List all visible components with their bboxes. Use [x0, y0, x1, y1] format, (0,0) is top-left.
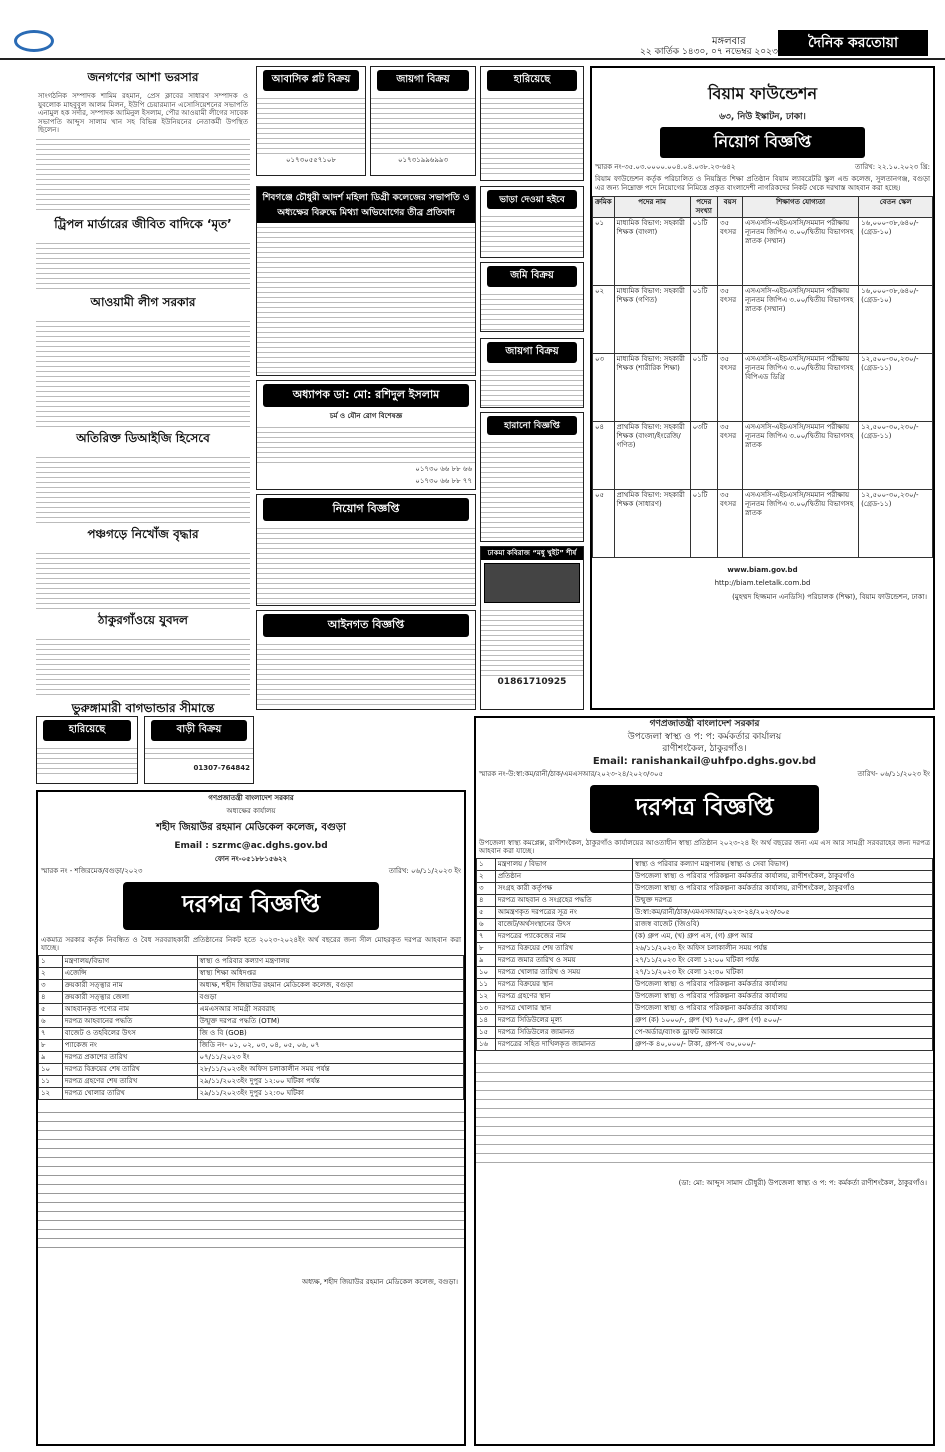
- table-row: [39, 1075, 464, 1087]
- table-cell: ৫: [39, 1003, 63, 1015]
- table-row: [477, 930, 933, 942]
- table-cell: দরপত্র গ্রহণের স্থান: [495, 990, 632, 1002]
- date-label: ২২ কার্তিক ১৪৩০, ০৭ নভেম্বর ২০২৩: [640, 47, 778, 57]
- table-row: [39, 967, 464, 979]
- table-cell: মাধ্যমিক বিভাগ: সহকারী শিক্ষক (শারীরিক শিক্ষা): [614, 354, 690, 422]
- table-row: [477, 954, 933, 966]
- ad-text: [145, 744, 253, 762]
- ad-text: [481, 438, 583, 538]
- table-row: [39, 1051, 464, 1063]
- biam-url: www.biam.gov.bd: [727, 566, 798, 574]
- ad-title: নিয়োগ বিজ্ঞপ্তি: [263, 498, 469, 521]
- table-cell: ০১: [593, 218, 615, 286]
- table-cell: স্বাস্থ্য ও পরিবার কল্যাণ মন্ত্রণালয়: [197, 955, 463, 967]
- ad-land-sale-3: [480, 338, 584, 408]
- table-cell: ২৯/১১/২০২৩ইং দুপুর ১২:০০ ঘটিকা পর্যন্ত: [197, 1075, 463, 1087]
- table-cell: দরপত্রের প্যাকেজের নাম: [495, 930, 632, 942]
- table-cell: দরপত্র সিডিউলের মূল্য: [495, 1014, 632, 1026]
- table-cell: ০২: [593, 286, 615, 354]
- table-cell: ৬: [477, 918, 496, 930]
- table-row: [39, 955, 464, 967]
- biam-table-header: [593, 197, 933, 218]
- table-cell: ১২: [39, 1087, 63, 1099]
- table-cell: ০১টি: [690, 286, 717, 354]
- table-cell: দরপত্র খোলার তারিখ: [62, 1087, 197, 1099]
- table-cell: ১২: [477, 990, 496, 1002]
- biam-col-5: বেতন স্কেল: [859, 197, 933, 218]
- biam-col-0: ক্রমিক: [593, 197, 615, 218]
- news-text-5: [36, 549, 250, 609]
- table-cell: দরপত্রের সহিত দাখিলকৃত জামানত: [495, 1038, 632, 1050]
- table-cell: এসএসসি-এইচএসসি/সমমান পরীক্ষায় ন্যূনতম জিপিএ ৩.০০/দ্বিতীয় বিভাগসহ স্নাতক: [743, 422, 859, 490]
- table-cell: ৩: [477, 882, 496, 894]
- uhfpo-memo-row: [476, 768, 933, 781]
- table-row: [39, 1039, 464, 1051]
- table-cell: ০১টি: [690, 218, 717, 286]
- table-row: [39, 1063, 464, 1075]
- table-cell: ১০: [39, 1063, 63, 1075]
- szrmc-name: শহীদ জিয়াউর রহমান মেডিকেল কলেজ, বগুড়া: [156, 822, 346, 833]
- ad-phone: ০১৭৩১৯৯৬৯৯৩: [397, 156, 448, 164]
- doctor-name: অধ্যাপক ডা: মো: রশিদুল ইসলাম: [263, 384, 469, 407]
- table-cell: গ্রুপ-ক ৪০,০০০/- টাকা, গ্রুপ-খ ৩০,০০০/-: [632, 1038, 932, 1050]
- table-cell: ১: [39, 955, 63, 967]
- ad-text: [257, 423, 475, 463]
- ad-title: শিবগঞ্জে চৌধুরী আদর্শ মহিলা ডিগ্রী কলেজের সভাপতি ও অধ্যক্ষের বিরুদ্ধে মিথ্যা অভিযোগের তীব্র প্রতিবাদ: [257, 187, 475, 223]
- ad-protest: [256, 186, 476, 376]
- news-heading-4: অতিরিক্ত ডিআইজি হিসেবে: [76, 430, 210, 445]
- ad-text: [481, 366, 583, 406]
- biam-col-3: বয়স: [718, 197, 743, 218]
- table-cell: ৬: [39, 1015, 63, 1027]
- table-cell: ৩: [39, 979, 63, 991]
- day-label: মঙ্গলবার: [712, 36, 746, 47]
- table-cell: জিডি নং- ০১, ০২, ০৩, ০৪, ০৫, ০৬, ০৭: [197, 1039, 463, 1051]
- table-cell: ০৩টি: [690, 422, 717, 490]
- ad-plot-sale: [256, 66, 366, 176]
- table-cell: দরপত্র খোলার স্থান: [495, 1002, 632, 1014]
- table-cell: দরপত্র জমার তারিখ ও সময়: [495, 954, 632, 966]
- table-cell: দরপত্র বিক্রয়ের স্থান: [495, 978, 632, 990]
- news-text-1: [36, 135, 250, 213]
- table-cell: ০৭/১১/২০২৩ ইং: [197, 1051, 463, 1063]
- biam-notice: [590, 66, 935, 710]
- table-cell: দরপত্র সিডিউলের জামানত: [495, 1026, 632, 1038]
- ad-text: [481, 290, 583, 330]
- table-cell: বাজেট ও তহবিলের উৎস: [62, 1027, 197, 1039]
- table-cell: প্যাকেজ নং: [62, 1039, 197, 1051]
- table-cell: উপজেলা স্বাস্থ্য ও পরিবার পরিকল্পনা কর্মকর্তার কার্যালয়: [632, 978, 932, 990]
- biam-address: ৬৩, নিউ ইস্কাটন, ঢাকা।: [719, 112, 806, 122]
- table-cell: ০৩: [593, 354, 615, 422]
- table-cell: এসএসসি-এইচএসসি/সমমান পরীক্ষায় ন্যূনতম জিপিএ ৩.০০/দ্বিতীয় বিভাগসহ স্নাতক (সম্মান): [743, 218, 859, 286]
- table-row: [593, 490, 933, 558]
- news-heading-5: পঞ্চগড়ে নিখোঁজ বৃদ্ধার: [87, 526, 199, 541]
- table-cell: ৩৫ বৎসর: [718, 218, 743, 286]
- szrmc-memo: স্মারক নং - শজিরমেক/বগুড়া/২০২৩: [41, 867, 143, 875]
- ad-title: হারিয়েছে: [43, 720, 131, 741]
- table-row: [593, 422, 933, 490]
- table-cell: ২৮/১১/২০২৩ইং অফিস চলাকালীন সময় পর্যন্ত: [197, 1063, 463, 1075]
- news-column: [36, 66, 250, 716]
- table-cell: উপজেলা স্বাস্থ্য ও পরিবার পরিকল্পনা কর্মকর্তার কার্যালয়: [632, 1002, 932, 1014]
- table-row: [39, 1027, 464, 1039]
- table-row: [593, 354, 933, 422]
- szrmc-signature: অধ্যক্ষ, শহীদ জিয়াউর রহমান মেডিকেল কলেজ, বগুড়া।: [302, 1277, 458, 1286]
- table-cell: ১৪: [477, 1014, 496, 1026]
- table-cell: উপজেলা স্বাস্থ্য ও পরিবার পরিকল্পনা কর্মকর্তার কার্যালয়: [632, 990, 932, 1002]
- table-cell: মাধ্যমিক বিভাগ: সহকারী শিক্ষক (গণিত): [614, 286, 690, 354]
- szrmc-office: অধ্যক্ষের কার্যালয়: [226, 806, 276, 815]
- doctor-phone: ০১৭৩০ ৬৬ ৮৮ ৬৬: [415, 464, 472, 473]
- table-cell: ১০: [477, 966, 496, 978]
- szrmc-table: [38, 955, 464, 1100]
- table-cell: ক্রয়কারী সত্ত্বার নাম: [62, 979, 197, 991]
- biam-intro: বিয়াম ফাউন্ডেশন কর্তৃক পরিচালিত ও নিয়ন্ত্রিত শিক্ষা প্রতিষ্ঠান বিয়াম ল্যাবরেটরি স্কুল এন্ড কলেজ, সুলতানগঞ্জ, বগুড়া এর জন্য নিম্নোক্ত পদে নিয়োগের নিমিত্তে প্রকৃত বাংলাদেশী নাগরিকদের নিকট থেকে দরখাস্ত আহবান করা হচ্ছে।: [595, 175, 930, 192]
- table-row: [477, 918, 933, 930]
- table-cell: ১৬: [477, 1038, 496, 1050]
- ad-title: আবাসিক প্লট বিক্রয়: [263, 70, 359, 91]
- table-cell: দরপত্র আহবান ও সংগ্রহের পদ্ধতি: [495, 894, 632, 906]
- table-cell: দরপত্র গ্রহণের শেষ তারিখ: [62, 1075, 197, 1087]
- ad-title: জমি বিক্রয়: [487, 266, 577, 287]
- ad-land-sale: [370, 66, 476, 176]
- uhfpo-tender: [474, 716, 935, 1446]
- ad-photo-icon: [484, 563, 580, 603]
- ad-title: ভাড়া দেওয়া হইবে: [487, 190, 577, 209]
- szrmc-tender: [36, 790, 466, 1446]
- ad-phone: 01861710925: [497, 676, 567, 687]
- table-cell: ১: [477, 858, 496, 870]
- ad-text: [257, 524, 475, 604]
- news-heading-3: আওয়ামী লীগ সরকার: [90, 294, 196, 309]
- table-cell: ২৭/১১/২০২৩ ইং বেলা ১২:৩০ ঘটিকা: [632, 966, 932, 978]
- table-cell: ০১টি: [690, 354, 717, 422]
- table-row: [477, 894, 933, 906]
- table-cell: বগুড়া: [197, 991, 463, 1003]
- ad-title: জায়গা বিক্রয়: [487, 342, 577, 363]
- biam-col-4: শিক্ষাগত যোগ্যতা: [743, 197, 859, 218]
- table-cell: ১১: [39, 1075, 63, 1087]
- biam-url-2: http://biam.teletalk.com.bd: [714, 578, 811, 587]
- table-cell: ১৩: [477, 1002, 496, 1014]
- table-cell: ১৬,০০০-৩৮,৬৪০/- (গ্রেড-১০): [859, 218, 933, 286]
- table-cell: মাধ্যমিক বিভাগ: সহকারী শিক্ষক (বাংলা): [614, 218, 690, 286]
- table-row: [593, 218, 933, 286]
- table-cell: আহবানকৃত পণ্যের নাম: [62, 1003, 197, 1015]
- table-cell: জি ও বি (GOB): [197, 1027, 463, 1039]
- szrmc-date: তারিখ: ০৬/১১/২০২৩ ইং: [388, 867, 461, 875]
- szrmc-item-table: [38, 1104, 464, 1254]
- table-row: [477, 990, 933, 1002]
- ad-lost-notice: [480, 412, 584, 542]
- biam-date: তারিখ: ২২.১০.২০২৩ খ্রি:: [855, 162, 930, 171]
- table-cell: পে-অর্ডার/ব্যাংক ড্রাফট আকারে: [632, 1026, 932, 1038]
- table-cell: ৩৫ বৎসর: [718, 422, 743, 490]
- table-cell: আমন্ত্রণকৃত দরপত্রের সূত্র নং: [495, 906, 632, 918]
- biam-table: [592, 196, 933, 558]
- table-cell: এমএসআর সামগ্রী সরবরাহ: [197, 1003, 463, 1015]
- table-cell: ৩৫ বৎসর: [718, 286, 743, 354]
- table-cell: স্বাস্থ্য শিক্ষা অধিদপ্তর: [197, 967, 463, 979]
- table-cell: স্বাস্থ্য ও পরিবার কল্যাণ মন্ত্রণালয় (স্বাস্থ্য ও সেবা বিভাগ): [632, 858, 932, 870]
- doctor-specialty: চর্ম ও যৌন রোগ বিশেষজ্ঞ: [329, 412, 403, 420]
- news-heading-6: ঠাকুরগাঁওয়ে যুবদল: [98, 612, 188, 627]
- table-cell: ০১টি: [690, 490, 717, 558]
- table-row: [39, 1015, 464, 1027]
- ad-text: [257, 640, 475, 710]
- biam-memo: স্মারক নং-৩৫.০৩.০০০০.০০৪.০৪.০৩৮.২৩-৬৪২: [595, 162, 736, 171]
- uhfpo-signature: (ডা: মো: আব্দুস সামাদ চৌধুরী) উপজেলা স্বাস্থ্য ও প: প: কর্মকর্তা রাণীশংকৈল, ঠাকুরগাঁও।: [678, 1178, 927, 1187]
- table-cell: ৭: [477, 930, 496, 942]
- table-cell: উন্মুক্ত দরপত্র পদ্ধতি (OTM): [197, 1015, 463, 1027]
- ad-title: আইনগত বিজ্ঞপ্তি: [263, 614, 469, 637]
- szrmc-memo-row: [38, 865, 464, 878]
- table-cell: ১১: [477, 978, 496, 990]
- ad-title: জায়গা বিক্রয়: [377, 70, 469, 91]
- biam-title: বিয়াম ফাউন্ডেশন: [707, 84, 818, 103]
- table-cell: ০৫: [593, 490, 615, 558]
- ad-text: [257, 94, 365, 154]
- table-cell: এসএসসি-এইচএসসি/সমমান পরীক্ষায় ন্যূনতম জিপিএ ৩.০০/দ্বিতীয় বিভাগসহ বিপিএড ডিগ্রি: [743, 354, 859, 422]
- szrmc-email: Email : szrmc@ac.dghs.gov.bd: [174, 841, 328, 851]
- table-cell: গ্রুপ (ক) ১০০০/-, গ্রুপ (খ) ৭৫০/-, গ্রুপ (গ) ৫০০/-: [632, 1014, 932, 1026]
- table-cell: প্রাথমিক বিভাগ: সহকারী শিক্ষক (বাংলা/ইংরেজি/গণিত): [614, 422, 690, 490]
- news-text-6: [36, 635, 250, 697]
- table-cell: প্রতিষ্ঠান: [495, 870, 632, 882]
- table-row: [477, 942, 933, 954]
- table-cell: দরপত্র বিক্রয়ের শেষ তারিখ: [495, 942, 632, 954]
- table-row: [39, 1087, 464, 1099]
- ad-title: ঢাকমা কবিরাজ “মধু খুইট” শীর্ষ: [481, 547, 583, 560]
- table-cell: (ক) গ্রুপ এম, (খ) গ্রুপ এস, (গ) গ্রুপ আর: [632, 930, 932, 942]
- news-heading-1: জনগণের আশা ভরসার: [87, 70, 199, 84]
- ad-house-sale: [144, 716, 254, 784]
- table-cell: ২: [477, 870, 496, 882]
- table-cell: এজেন্সি: [62, 967, 197, 979]
- table-row: [39, 1003, 464, 1015]
- ad-text: [481, 212, 583, 252]
- biam-signature: (মুহম্মদ হিজ্জমান এনডিসি) পরিচালক (শিক্ষা), বিয়াম ফাউন্ডেশন, ঢাকা।: [732, 593, 927, 601]
- table-cell: ২: [39, 967, 63, 979]
- table-cell: ৮: [477, 942, 496, 954]
- paper-name: দৈনিক করতোয়া: [778, 30, 928, 56]
- szrmc-gov: গণপ্রজাতন্ত্রী বাংলাদেশ সরকার: [208, 794, 294, 802]
- news-text-2: [36, 239, 250, 291]
- ad-doctor: [256, 380, 476, 490]
- table-row: [39, 979, 464, 991]
- table-row: [477, 870, 933, 882]
- uhfpo-place: রাণীশংকৈল, ঠাকুরগাঁও।: [662, 744, 747, 754]
- table-cell: ৯: [477, 954, 496, 966]
- table-cell: এসএসসি-এইচএসসি/সমমান পরীক্ষায় ন্যূনতম জিপিএ ৩.০০/দ্বিতীয় বিভাগসহ স্নাতক (সম্মান): [743, 286, 859, 354]
- table-cell: দরপত্র বিক্রয়ের শেষ তারিখ: [62, 1063, 197, 1075]
- table-cell: ৪: [39, 991, 63, 1003]
- ad-text: [481, 606, 583, 676]
- uhfpo-gov: গণপ্রজাতন্ত্রী বাংলাদেশ সরকার: [649, 719, 760, 729]
- table-row: [477, 1002, 933, 1014]
- table-row: [477, 906, 933, 918]
- ad-text: [481, 94, 583, 174]
- table-cell: রাজস্ব বাজেট (জিওবি): [632, 918, 932, 930]
- table-cell: ১২,৫০০-৩০,২৩০/- (গ্রেড-১১): [859, 490, 933, 558]
- table-cell: ১২,৫০০-৩০,২৩০/- (গ্রেড-১১): [859, 354, 933, 422]
- table-cell: ৫: [477, 906, 496, 918]
- news-text-4: [36, 453, 250, 523]
- ad-land-sale-2: [480, 262, 584, 332]
- table-cell: বাজেট/অর্থসংস্থানের উৎস: [495, 918, 632, 930]
- table-cell: দরপত্র প্রকাশের তারিখ: [62, 1051, 197, 1063]
- masthead: [0, 0, 945, 60]
- table-cell: সংগ্রহ কারী কর্তৃপক্ষ: [495, 882, 632, 894]
- table-row: [477, 1038, 933, 1050]
- ad-rent: [480, 186, 584, 258]
- table-cell: উন্মুক্ত দরপত্র: [632, 894, 932, 906]
- table-row: [477, 978, 933, 990]
- table-cell: মন্ত্রণালয়/বিভাগ: [62, 955, 197, 967]
- ad-text: [371, 94, 475, 154]
- news-heading-2: ট্রিপল মার্ডারের জীবিত বাদিকে ‘মৃত’: [54, 216, 232, 231]
- szrmc-intro: একমাত্র সরকার কর্তৃক নিবন্ধিত ও বৈধ সরবরাহকারী প্রতিষ্ঠানের নিকট হতে ২০২৩-২০২৪ইং অর্থ বছরের জন্য সীল মোহরকৃত দরপত্র আহবান করা যাচ্ছে।: [41, 935, 461, 952]
- ad-phone: ০১৭৩০৫৫৭১০৮: [285, 156, 337, 164]
- table-cell: ৮: [39, 1039, 63, 1051]
- ad-title: বাড়ী বিক্রয়: [151, 720, 247, 741]
- ad-legal: [256, 610, 476, 710]
- table-cell: ১৫: [477, 1026, 496, 1038]
- ad-title: হারিয়েছে: [487, 70, 577, 91]
- table-cell: দরপত্র আহবানের পদ্ধতি: [62, 1015, 197, 1027]
- ad-text: [257, 223, 475, 373]
- uhfpo-email: Email: ranishankail@uhfpo.dghs.gov.bd: [592, 755, 817, 767]
- table-cell: অধ্যক্ষ, শহীদ জিয়াউর রহমান মেডিকেল কলেজ, বগুড়া: [197, 979, 463, 991]
- table-cell: ২৯/১১/২০২৩ইং দুপুর ১২:৩০ ঘটিকা: [197, 1087, 463, 1099]
- table-cell: ২৭/১১/২০২৩ ইং বেলা ১২:০০ ঘটিকা পর্যন্ত: [632, 954, 932, 966]
- uhfpo-date: তারিখ- ০৬/১১/২০২৩ ইং: [857, 770, 930, 778]
- table-row: [477, 966, 933, 978]
- uhfpo-notes: [476, 1055, 933, 1165]
- szrmc-phone: ফোন নং-০৫১৮৮১৫৬২২: [214, 854, 288, 863]
- biam-banner: নিয়োগ বিজ্ঞপ্তি: [660, 127, 865, 158]
- uhfpo-office: উপজেলা স্বাস্থ্য ও প: প: কর্মকর্তার কার্যালয়: [627, 731, 782, 742]
- table-cell: প্রাথমিক বিভাগ: সহকারী শিক্ষক (সাধারণ): [614, 490, 690, 558]
- ad-lost-2: [36, 716, 138, 784]
- doctor-phone-2: ০১৭৩০ ৬৬ ৮৮ ৭৭: [415, 477, 472, 485]
- table-row: [39, 991, 464, 1003]
- table-cell: ০৪: [593, 422, 615, 490]
- table-cell: ৯: [39, 1051, 63, 1063]
- table-row: [593, 286, 933, 354]
- news-heading-7: ভুরুঙ্গামারী বাগভান্ডার সীমান্তে: [71, 700, 215, 715]
- paper-logo-icon: [14, 30, 54, 52]
- table-cell: উ:স্বা:কম/রানী/ঠাক/এমএসআর/২০২৩-২৪/২০২৩/৩০৫: [632, 906, 932, 918]
- ad-special: [480, 546, 584, 710]
- table-cell: ৩৫ বৎসর: [718, 354, 743, 422]
- table-row: [477, 858, 933, 870]
- uhfpo-banner: দরপত্র বিজ্ঞপ্তি: [590, 785, 819, 833]
- uhfpo-memo: স্মারক নং-উ:স্বা:কম/রানী/ঠাক/এমএসআর/২০২৩-২৪/২০২৩/৩০৫: [479, 770, 664, 778]
- table-cell: ৭: [39, 1027, 63, 1039]
- table-cell: ক্রয়কারী সত্ত্বার জেলা: [62, 991, 197, 1003]
- uhfpo-table: [476, 858, 933, 1051]
- biam-col-1: পদের নাম: [614, 197, 690, 218]
- biam-col-2: পদের সংখ্যা: [690, 197, 717, 218]
- ad-recruitment: [256, 494, 476, 606]
- table-row: [477, 1014, 933, 1026]
- biam-memo-row: [592, 161, 933, 174]
- table-cell: উপজেলা স্বাস্থ্য ও পরিবার পরিকল্পনা কর্মকর্তার কার্যালয়, রাণীশংকৈল, ঠাকুরগাঁও: [632, 882, 932, 894]
- table-cell: দরপত্র খোলার তারিখ ও সময়: [495, 966, 632, 978]
- uhfpo-intro: উপজেলা স্বাস্থ্য কমপ্লেক্স, রাণীশংকৈল, ঠাকুরগাঁও কার্যালয়ের আওতাধীন স্বাস্থ্য প্রতিষ্ঠান ২০২৩-২৪ ইং অর্থ বছরের জন্য এম এস আর সামগ্রী সরবরাহের জন্য দরপত্র আহবান করা যাচ্ছে।: [479, 838, 930, 855]
- szrmc-banner: দরপত্র বিজ্ঞপ্তি: [123, 882, 379, 930]
- table-cell: ৪: [477, 894, 496, 906]
- table-cell: ৩৫ বৎসর: [718, 490, 743, 558]
- news-text-3: [36, 317, 250, 427]
- table-cell: মন্ত্রণালয় / বিভাগ: [495, 858, 632, 870]
- ad-phone: 01307-764842: [193, 764, 250, 772]
- table-cell: ১২,৫০০-৩০,২৩০/- (গ্রেড-১১): [859, 422, 933, 490]
- table-cell: ১৬,০০০-৩৮,৬৪০/- (গ্রেড-১০): [859, 286, 933, 354]
- table-cell: এসএসসি-এইচএসসি/সমমান পরীক্ষায় ন্যূনতম জিপিএ ৩.০০/দ্বিতীয় বিভাগসহ স্নাতক: [743, 490, 859, 558]
- table-cell: উপজেলা স্বাস্থ্য ও পরিবার পরিকল্পনা কর্মকর্তার কার্যালয়, রাণীশংকৈল, ঠাকুরগাঁও: [632, 870, 932, 882]
- table-row: [477, 882, 933, 894]
- ad-title: হারানো বিজ্ঞপ্তি: [487, 416, 577, 435]
- ad-text: [37, 744, 137, 778]
- table-row: [477, 1026, 933, 1038]
- ad-lost: [480, 66, 584, 181]
- table-cell: ২৬/১১/২০২৩ ইং অফিস চলাকালীন সময় পর্যন্ত: [632, 942, 932, 954]
- news-body-1: সাংগঠনিক সম্পাদক শামিম রহমান, প্রেস ক্লাবের সাধারণ সম্পাদক ও যুবলোক মাহবুবুল আলম মিলন, ইউপি চেয়ারম্যান এসোসিয়েশনের সভাপতি এনামুল হক সর্দার, সম্পাদক আমিনুল ইসলাম, পৌর আওয়ামী লীগের সাবেক সভাপতি আব্দুস সালাম খান সহ বিভিন্ন ইউনিয়নের নেতাকর্মী উপস্থিত ছিলেন।: [38, 92, 248, 134]
